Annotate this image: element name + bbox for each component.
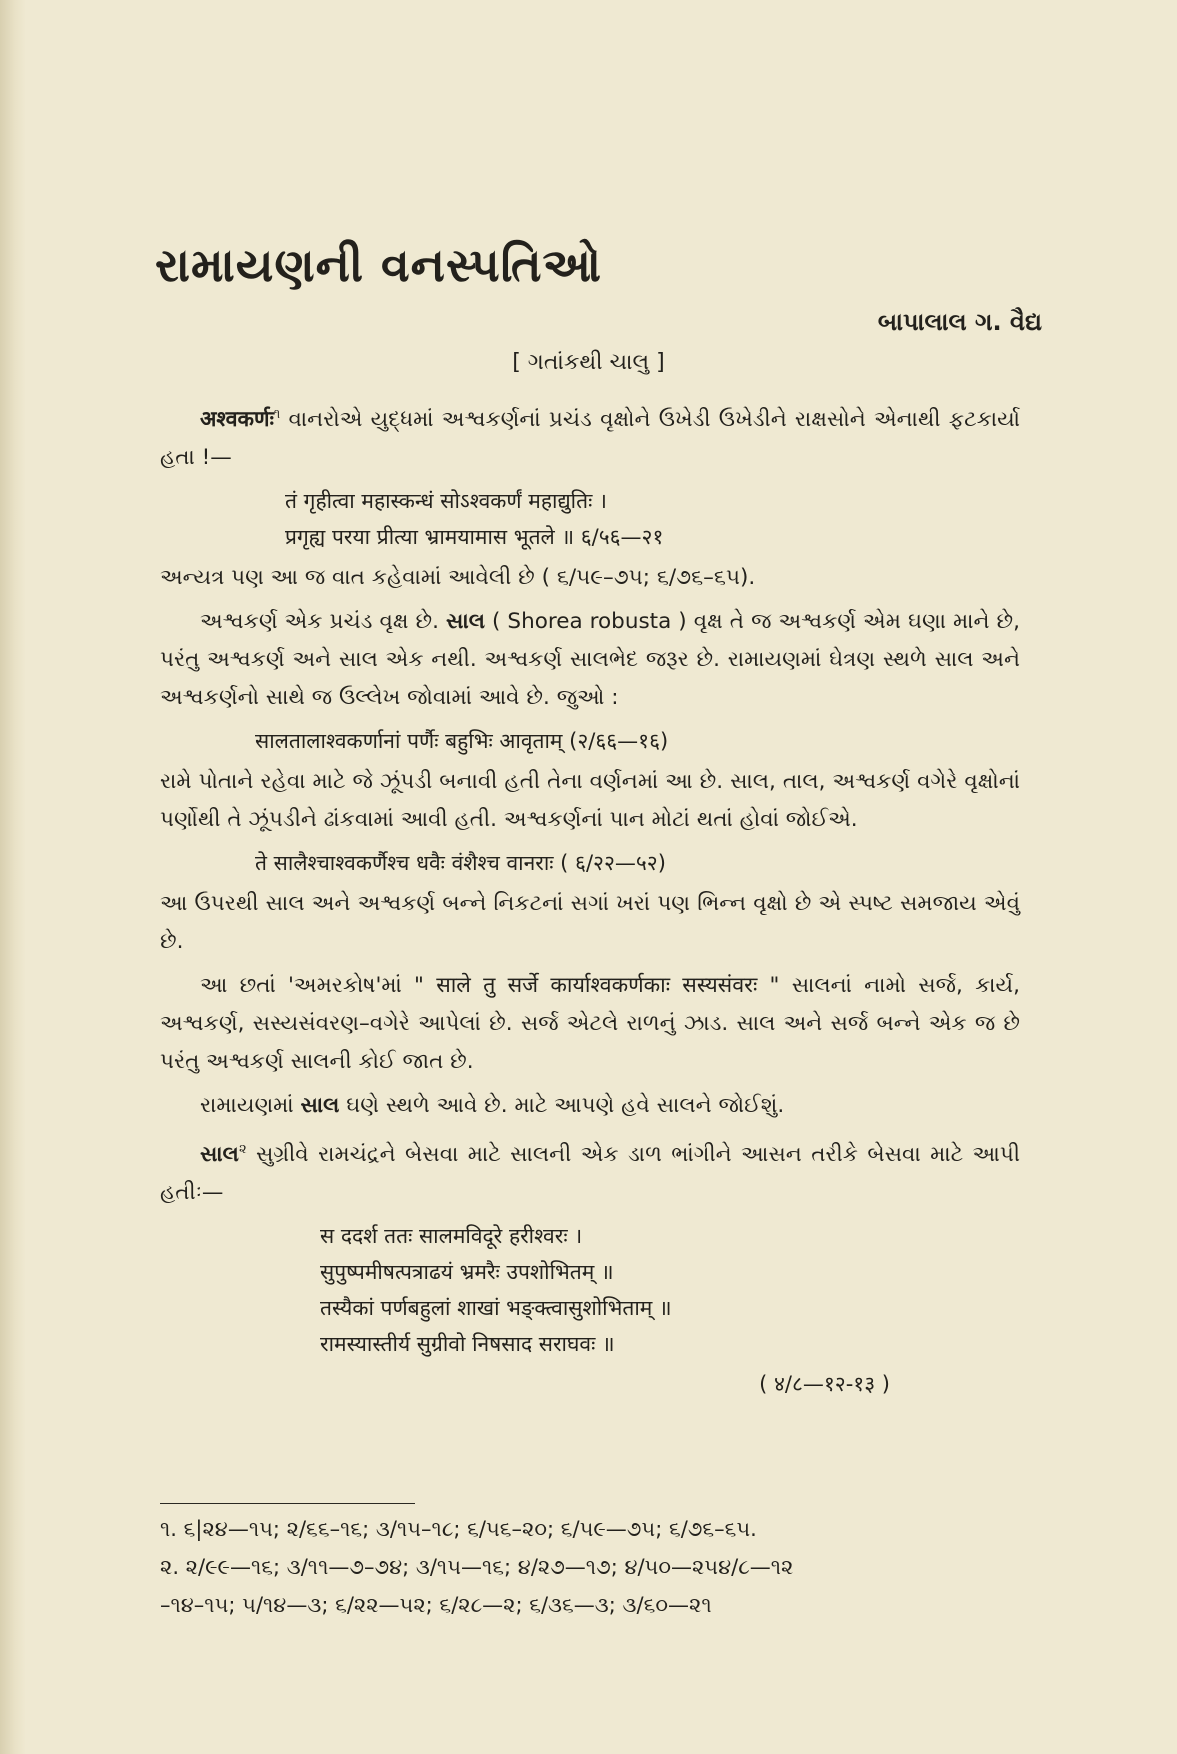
text-span: ઘણે સ્થળે આવે છે. માટે આપણે હવે સાલને જોઈશું. (339, 1093, 785, 1119)
footnote-marker-2: ૨ (238, 1142, 247, 1158)
paragraph-sal-shorea (160, 603, 1020, 717)
paragraph: આ ઉપરથી સાલ અને અશ્વકર્ણ બન્ને નિકટનાં સગાં ખરાં પણ ભિન્ન વૃક્ષો છે એ સ્પષ્ટ સમજાય એવું છે. (160, 891, 1020, 955)
footnote-1: ૧. ૬|૨૪—૧૫; ૨/૬૬–૧૬; ૩/૧૫–૧૮; ૬/૫૬–૨૦; ૬/૫૯—૭૫; ૬/૭૬–૬૫. (160, 1517, 757, 1541)
article-body (160, 396, 1020, 1402)
sanskrit-verse: ते सालैश्चाश्वकर्णैश्च धवैः वंशैश्च वानराः ( ६/२२—५२) (255, 851, 666, 876)
term-ashvakarna: अश्वकर्णः (200, 407, 274, 433)
verse-reference: ( ४/८—१२-१३ ) (759, 1372, 890, 1397)
latin-name: ( Shorea robusta ) (484, 609, 694, 635)
verse-line: सुपुष्पमीषत्पत्राढयं भ्रमरैः उपशोभितम् ॥ (320, 1260, 614, 1285)
paragraph-text: વાનરોએ યુદ્ધમાં અશ્વકર્ણનાં પ્રચંડ વૃક્ષોને ઉખેડી ઉખેડીને રાક્ષસોને એનાથી ફટકાર્યા હતા !— (160, 407, 1020, 471)
text-span: આ છતાં 'અમરકોષ'માં " (200, 973, 437, 999)
footnotes (160, 1510, 1040, 1624)
verse-line: तं गृहीत्वा महास्कन्धं सोऽश्वकर्णं महाद्युतिः । (285, 489, 607, 514)
term-sal: સાલ (300, 1093, 340, 1119)
paragraph (160, 1087, 1020, 1125)
paragraph: રામે પોતાને રહેવા માટે જે ઝૂંપડી બનાવી હતી તેના વર્ણનમાં આ છે. સાલ, તાલ, અશ્વકર્ણ વગેરે વૃક્ષોનાં પર્ણોથી તે ઝૂંપડીને ઢાંકવામાં આવી હતી. અશ્વકર્ણનાં પાન મોટાં થતાં હોવાં જોઈએ. (160, 769, 1020, 833)
verse-line: स ददर्श ततः सालमविदूरे हरीश्वरः । (320, 1224, 583, 1249)
article-title: રામાયણની વનસ્પતિઓ (155, 238, 602, 292)
paragraph-ashvakarna (160, 396, 1020, 477)
footnote-2: ૨. ૨/૯૯—૧૬; ૩/૧૧—૭–૭૪; ૩/૧૫—૧૬; ૪/૨૭—૧૭; ૪/૫૦—૨૫૪/૮—૧૨ (160, 1555, 794, 1579)
text-span: " સાલનાં નામો સર્જ, કાર્ય, અશ્વકર્ણ, સસ્યસંવરણ–વગેરે આપેલાં છે. સર્જ એટલે રાળનું ઝાડ. સાલ અને સર્જ બન્ને એક જ છે પરંતુ અશ્વકર્ણ સાલની કોઈ જાત છે. (160, 973, 1020, 1075)
paragraph-text: સુગ્રીવે રામચંદ્રને બેસવા માટે સાલની એક ડાળ ભાંગીને આસન તરીકે બેસવા માટે આપી હતીઃ— (160, 1142, 1020, 1206)
continued-note: [ ગતાંકથી ચાલુ ] (512, 350, 665, 375)
sanskrit-quote: साले तु सर्जे कार्याश्वकर्णकाः सस्यसंवरः (436, 973, 758, 999)
term-sal: સાલ (200, 1142, 239, 1168)
footnote-marker-1: ૧ (273, 407, 281, 422)
sanskrit-verse (160, 1218, 1020, 1362)
verse-line: रामस्यास्तीर्य सुग्रीवो निषसाद सराघवः ॥ (320, 1332, 615, 1357)
verse-line: तस्यैकां पर्णबहुलां शाखां भङ्क्त्वासुशोभिताम् ॥ (320, 1296, 672, 1321)
paragraph: અન્યત્ર પણ આ જ વાત કહેવામાં આવેલી છે ( ૬/૫૯–૭૫; ૬/૭૬–૬૫). (160, 565, 756, 591)
sanskrit-verse (160, 483, 1020, 555)
author-name: બાપાલાલ ગ. વૈદ્ય (877, 308, 1042, 336)
sanskrit-verse: सालतालाश्वकर्णानां पर्णैः बहुभिः आवृताम् (२/६६—१६) (255, 729, 669, 754)
paragraph-sal-seat (160, 1131, 1020, 1212)
footnote-divider (160, 1503, 415, 1504)
verse-line: प्रगृह्य परया प्रीत्या भ्रामयामास भूतले ॥ ६/५६—२१ (285, 525, 664, 550)
term-sal: સાલ (446, 609, 485, 635)
text-span: રામાયણમાં (200, 1093, 301, 1119)
footnote-2-continued: –૧૪–૧૫; ૫/૧૪—૩; ૬/૨૨—૫૨; ૬/૨૮—૨; ૬/૩૬—૩; ૩/૬૦—૨૧ (160, 1593, 712, 1617)
text-span: વૃક્ષ તે જ અશ્વકર્ણ એમ ઘણા માને છે, પરંતુ અશ્વકર્ણ અને સાલ એક નથી. અશ્વકર્ણ સાલભેદ જરૂર છે. રામાયણમાં ઘેત્રણ સ્થળે સાલ અને અશ્વકર્ણનો સાથે જ ઉલ્લેખ જોવામાં આવે છે. જુઓ : (160, 609, 1020, 711)
paragraph-amarkosh (160, 967, 1020, 1081)
text-span: અશ્વકર્ણ એક પ્રચંડ વૃક્ષ છે. (200, 609, 447, 635)
